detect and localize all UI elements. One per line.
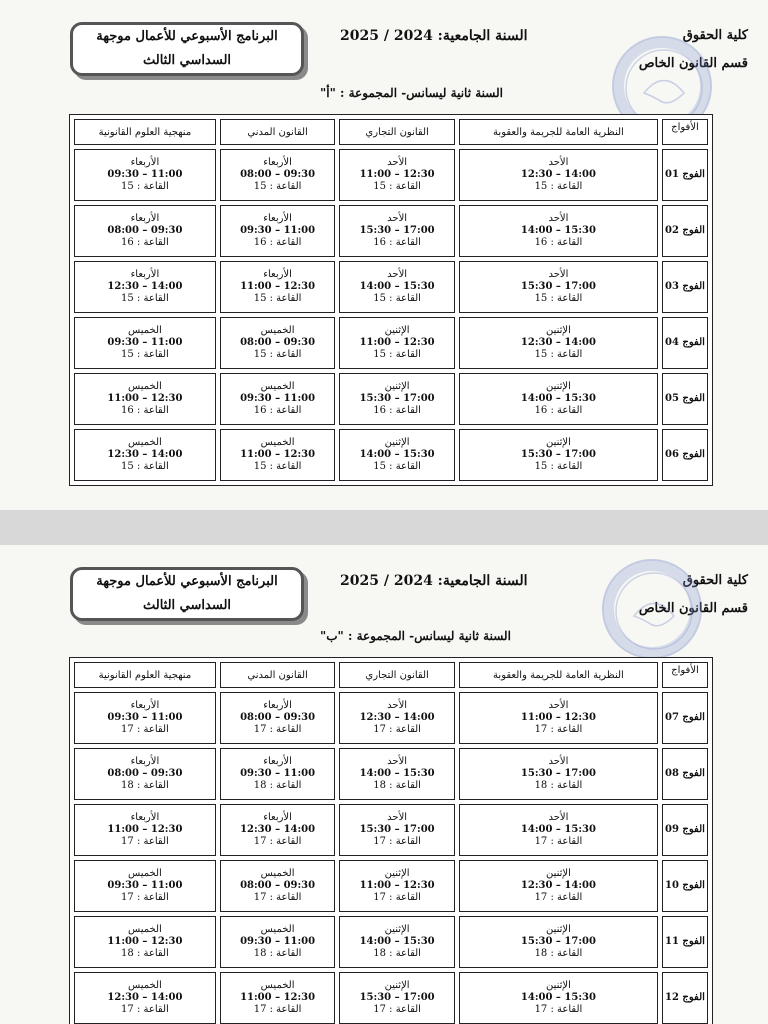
session-cell: [459, 860, 658, 912]
session-cell: [74, 804, 216, 856]
schedule-title: البرنامج الأسبوعي للأعمال موجهة: [96, 574, 278, 589]
session-room: القاعة : 15: [534, 181, 583, 192]
group-number-cell: الفوج 03: [662, 261, 708, 313]
session-time: 09:30 – 11:00: [107, 712, 183, 723]
group-number-cell: الفوج 07: [662, 692, 708, 744]
session-time: 15:30 – 17:00: [359, 824, 435, 835]
group-number-cell: الفوج 12: [662, 972, 708, 1024]
session-cell: [220, 429, 336, 481]
session-room: القاعة : 17: [373, 836, 421, 847]
session-time: 09:30 – 11:00: [107, 169, 183, 180]
session-time: 12:30 – 14:00: [520, 880, 596, 891]
session-room: القاعة : 17: [373, 1004, 421, 1015]
session-day: الخميس: [128, 980, 162, 991]
semester-label: السداسي الثالث: [142, 53, 232, 68]
session-time: 11:00 – 12:30: [240, 449, 316, 460]
session-cell: [74, 373, 216, 425]
session-day: الأحد: [548, 269, 569, 280]
session-room: القاعة : 17: [373, 892, 421, 903]
session-time: 12:30 – 14:00: [359, 712, 435, 723]
session-day: الأربعاء: [263, 269, 292, 280]
session-cell: [220, 205, 336, 257]
session-time: 11:00 – 12:30: [359, 169, 435, 180]
session-day: الخميس: [128, 381, 162, 392]
session-room: القاعة : 17: [534, 724, 583, 735]
session-day: الإثنين: [545, 437, 571, 448]
group-number-cell: الفوج 01: [662, 149, 708, 201]
session-time: 08:00 – 09:30: [107, 768, 183, 779]
session-room: القاعة : 17: [253, 836, 302, 847]
session-room: القاعة : 17: [121, 892, 169, 903]
session-day: الأربعاء: [263, 157, 292, 168]
table-row: [74, 972, 708, 1024]
session-cell: [74, 261, 216, 313]
session-time: 15:30 – 17:00: [359, 225, 435, 236]
session-cell: [459, 916, 658, 968]
session-time: 09:30 – 11:00: [240, 225, 316, 236]
session-room: القاعة : 16: [121, 405, 169, 416]
session-day: الأحد: [548, 213, 569, 224]
schedule-sheet-group-a: [0, 0, 768, 510]
table-row: [74, 692, 708, 744]
session-time: 14:00 – 15:30: [359, 936, 435, 947]
table-row: [74, 748, 708, 800]
session-time: 15:30 – 17:00: [359, 393, 435, 404]
session-day: الإثنين: [384, 381, 410, 392]
session-day: الخميس: [260, 325, 295, 336]
session-cell: [220, 972, 336, 1024]
session-cell: [339, 692, 455, 744]
table-row: [74, 205, 708, 257]
session-room: القاعة : 18: [534, 948, 583, 959]
session-room: القاعة : 15: [373, 461, 421, 472]
column-header: القانون التجاري: [339, 662, 455, 688]
session-time: 14:00 – 15:30: [520, 992, 596, 1003]
group-label: السنة ثانية ليسانس- المجموعة : "ب": [320, 629, 511, 643]
session-cell: [220, 804, 336, 856]
session-day: الأحد: [387, 157, 408, 168]
session-time: 11:00 – 12:30: [107, 936, 183, 947]
session-room: القاعة : 15: [121, 181, 169, 192]
session-time: 08:00 – 09:30: [240, 337, 316, 348]
session-day: الأربعاء: [130, 756, 160, 767]
session-cell: [74, 748, 216, 800]
session-day: الأحد: [387, 213, 408, 224]
session-day: الأحد: [387, 812, 408, 823]
group-number-cell: الفوج 05: [662, 373, 708, 425]
session-time: 09:30 – 11:00: [240, 768, 316, 779]
faculty-name: كلية الحقوق: [682, 28, 748, 43]
group-number-cell: الفوج 10: [662, 860, 708, 912]
column-header: القانون المدني: [220, 119, 336, 145]
session-time: 12:30 – 14:00: [520, 169, 596, 180]
session-cell: [459, 804, 658, 856]
session-room: القاعة : 16: [253, 237, 302, 248]
session-room: القاعة : 16: [534, 405, 583, 416]
session-day: الأحد: [548, 700, 569, 711]
session-day: الأربعاء: [263, 812, 292, 823]
group-number-cell: الفوج 09: [662, 804, 708, 856]
semester-label: السداسي الثالث: [142, 598, 232, 613]
table-row: [74, 149, 708, 201]
session-day: الإثنين: [545, 868, 571, 879]
session-day: الأحد: [548, 157, 569, 168]
session-day: الأحد: [387, 756, 408, 767]
table-row: [74, 429, 708, 481]
session-day: الأربعاء: [130, 269, 160, 280]
session-time: 11:00 – 12:30: [359, 337, 435, 348]
session-cell: [220, 373, 336, 425]
session-room: القاعة : 15: [253, 181, 302, 192]
session-cell: [74, 205, 216, 257]
schedule-table: [69, 114, 713, 486]
session-time: 14:00 – 15:30: [359, 449, 435, 460]
table-row: [74, 317, 708, 369]
session-time: 14:00 – 15:30: [520, 225, 596, 236]
session-day: الإثنين: [545, 924, 571, 935]
session-cell: [74, 972, 216, 1024]
session-day: الخميس: [260, 980, 295, 991]
session-cell: [339, 205, 455, 257]
session-day: الأحد: [548, 812, 569, 823]
session-cell: [220, 916, 336, 968]
session-time: 09:30 – 11:00: [107, 880, 183, 891]
session-room: القاعة : 17: [121, 724, 169, 735]
session-room: القاعة : 17: [253, 892, 302, 903]
session-cell: [459, 748, 658, 800]
session-time: 11:00 – 12:30: [240, 992, 316, 1003]
session-day: الأربعاء: [263, 213, 292, 224]
session-room: القاعة : 18: [121, 948, 169, 959]
session-time: 11:00 – 12:30: [520, 712, 596, 723]
session-room: القاعة : 18: [373, 780, 421, 791]
session-cell: [459, 261, 658, 313]
session-cell: [459, 149, 658, 201]
session-day: الخميس: [260, 924, 295, 935]
session-cell: [339, 373, 455, 425]
session-day: الخميس: [260, 868, 295, 879]
column-header: النظرية العامة للجريمة والعقوبة: [459, 662, 658, 688]
session-cell: [459, 972, 658, 1024]
session-time: 14:00 – 15:30: [520, 393, 596, 404]
session-room: القاعة : 17: [534, 836, 583, 847]
session-cell: [339, 916, 455, 968]
faculty-name: كلية الحقوق: [682, 573, 748, 588]
session-time: 14:00 – 15:30: [359, 768, 435, 779]
session-room: القاعة : 17: [253, 724, 302, 735]
session-time: 08:00 – 09:30: [107, 225, 183, 236]
session-room: القاعة : 15: [373, 293, 421, 304]
session-time: 09:30 – 11:00: [240, 936, 316, 947]
column-header: منهجية العلوم القانونية: [74, 662, 216, 688]
table-header-row: [74, 662, 708, 688]
session-room: القاعة : 15: [121, 293, 169, 304]
session-room: القاعة : 18: [121, 780, 169, 791]
department-name: قسم القانون الخاص: [638, 56, 748, 71]
session-time: 14:00 – 15:30: [359, 281, 435, 292]
session-time: 15:30 – 17:00: [520, 449, 596, 460]
session-cell: [339, 748, 455, 800]
table-row: [74, 860, 708, 912]
session-day: الأحد: [387, 269, 408, 280]
schedule-sheet-group-b: [0, 545, 768, 1024]
session-room: القاعة : 15: [121, 349, 169, 360]
session-day: الأحد: [548, 756, 569, 767]
column-header: النظرية العامة للجريمة والعقوبة: [459, 119, 658, 145]
session-room: القاعة : 17: [373, 724, 421, 735]
table-row: [74, 916, 708, 968]
column-header: القانون المدني: [220, 662, 336, 688]
session-room: القاعة : 15: [534, 461, 583, 472]
session-cell: [339, 261, 455, 313]
session-day: الإثنين: [384, 325, 410, 336]
session-room: القاعة : 15: [253, 349, 302, 360]
session-room: القاعة : 17: [534, 892, 583, 903]
session-cell: [74, 429, 216, 481]
session-room: القاعة : 15: [373, 349, 421, 360]
session-room: القاعة : 16: [534, 237, 583, 248]
session-cell: [459, 205, 658, 257]
academic-year: السنة الجامعية: 2024 / 2025: [340, 573, 528, 589]
session-day: الأربعاء: [130, 157, 160, 168]
session-time: 09:30 – 11:00: [240, 393, 316, 404]
session-time: 12:30 – 14:00: [107, 992, 183, 1003]
session-cell: [459, 692, 658, 744]
group-number-cell: الفوج 08: [662, 748, 708, 800]
session-time: 15:30 – 17:00: [520, 281, 596, 292]
session-day: الإثنين: [384, 980, 410, 991]
session-cell: [339, 429, 455, 481]
group-label: السنة ثانية ليسانس- المجموعة : "أ": [320, 86, 503, 100]
session-cell: [339, 860, 455, 912]
table-row: [74, 261, 708, 313]
session-time: 11:00 – 12:30: [240, 281, 316, 292]
session-cell: [220, 261, 336, 313]
column-header: الأفواج: [662, 119, 708, 145]
schedule-table: [69, 657, 713, 1024]
session-cell: [74, 860, 216, 912]
column-header: الأفواج: [662, 662, 708, 688]
session-cell: [339, 804, 455, 856]
session-time: 12:30 – 14:00: [240, 824, 316, 835]
session-room: القاعة : 16: [121, 237, 169, 248]
session-cell: [220, 748, 336, 800]
session-time: 08:00 – 09:30: [240, 169, 316, 180]
session-room: القاعة : 18: [253, 948, 302, 959]
session-room: القاعة : 16: [253, 405, 302, 416]
session-cell: [339, 149, 455, 201]
session-day: الخميس: [128, 924, 162, 935]
session-room: القاعة : 17: [534, 1004, 583, 1015]
session-cell: [339, 972, 455, 1024]
session-day: الأربعاء: [130, 812, 160, 823]
session-day: الخميس: [128, 437, 162, 448]
session-room: القاعة : 15: [253, 461, 302, 472]
session-time: 15:30 – 17:00: [520, 936, 596, 947]
session-time: 11:00 – 12:30: [107, 393, 183, 404]
session-time: 08:00 – 09:30: [240, 712, 316, 723]
column-header: منهجية العلوم القانونية: [74, 119, 216, 145]
group-number-cell: الفوج 06: [662, 429, 708, 481]
session-time: 15:30 – 17:00: [520, 768, 596, 779]
table-header-row: [74, 119, 708, 145]
session-day: الأربعاء: [130, 213, 160, 224]
session-day: الإثنين: [384, 924, 410, 935]
session-day: الأحد: [387, 700, 408, 711]
column-header: القانون التجاري: [339, 119, 455, 145]
session-day: الخميس: [128, 325, 162, 336]
session-cell: [339, 317, 455, 369]
table-row: [74, 373, 708, 425]
session-cell: [459, 373, 658, 425]
session-room: القاعة : 18: [373, 948, 421, 959]
session-room: القاعة : 16: [373, 405, 421, 416]
session-cell: [220, 692, 336, 744]
session-room: القاعة : 15: [373, 181, 421, 192]
session-day: الإثنين: [384, 868, 410, 879]
session-day: الأربعاء: [263, 756, 292, 767]
session-cell: [220, 860, 336, 912]
session-time: 12:30 – 14:00: [107, 281, 183, 292]
group-number-cell: الفوج 04: [662, 317, 708, 369]
session-time: 12:30 – 14:00: [520, 337, 596, 348]
session-time: 09:30 – 11:00: [107, 337, 183, 348]
schedule-title-box: [70, 22, 304, 76]
session-room: القاعة : 18: [534, 780, 583, 791]
session-cell: [74, 317, 216, 369]
schedule-title-box: [70, 567, 304, 621]
session-day: الإثنين: [545, 980, 571, 991]
session-time: 14:00 – 15:30: [520, 824, 596, 835]
schedule-title: البرنامج الأسبوعي للأعمال موجهة: [96, 29, 278, 44]
session-cell: [74, 916, 216, 968]
session-day: الإثنين: [384, 437, 410, 448]
department-name: قسم القانون الخاص: [638, 601, 748, 616]
group-number-cell: الفوج 02: [662, 205, 708, 257]
session-room: القاعة : 17: [121, 836, 169, 847]
session-time: 11:00 – 12:30: [107, 824, 183, 835]
session-day: الأربعاء: [263, 700, 292, 711]
session-cell: [459, 317, 658, 369]
session-cell: [220, 149, 336, 201]
session-room: القاعة : 18: [253, 780, 302, 791]
session-time: 15:30 – 17:00: [359, 992, 435, 1003]
official-stamp: [602, 559, 702, 659]
session-room: القاعة : 15: [121, 461, 169, 472]
session-cell: [220, 317, 336, 369]
session-room: القاعة : 16: [373, 237, 421, 248]
session-room: القاعة : 17: [121, 1004, 169, 1015]
session-cell: [459, 429, 658, 481]
session-day: الإثنين: [545, 325, 571, 336]
session-cell: [74, 692, 216, 744]
session-time: 08:00 – 09:30: [240, 880, 316, 891]
academic-year: السنة الجامعية: 2024 / 2025: [340, 28, 528, 44]
session-time: 11:00 – 12:30: [359, 880, 435, 891]
session-room: القاعة : 15: [534, 349, 583, 360]
session-room: القاعة : 17: [253, 1004, 302, 1015]
session-cell: [74, 149, 216, 201]
table-row: [74, 804, 708, 856]
session-day: الخميس: [260, 381, 295, 392]
session-day: الإثنين: [545, 381, 571, 392]
session-time: 12:30 – 14:00: [107, 449, 183, 460]
session-day: الخميس: [260, 437, 295, 448]
session-day: الأربعاء: [130, 700, 160, 711]
group-number-cell: الفوج 11: [662, 916, 708, 968]
session-room: القاعة : 15: [534, 293, 583, 304]
session-day: الخميس: [128, 868, 162, 879]
session-room: القاعة : 15: [253, 293, 302, 304]
